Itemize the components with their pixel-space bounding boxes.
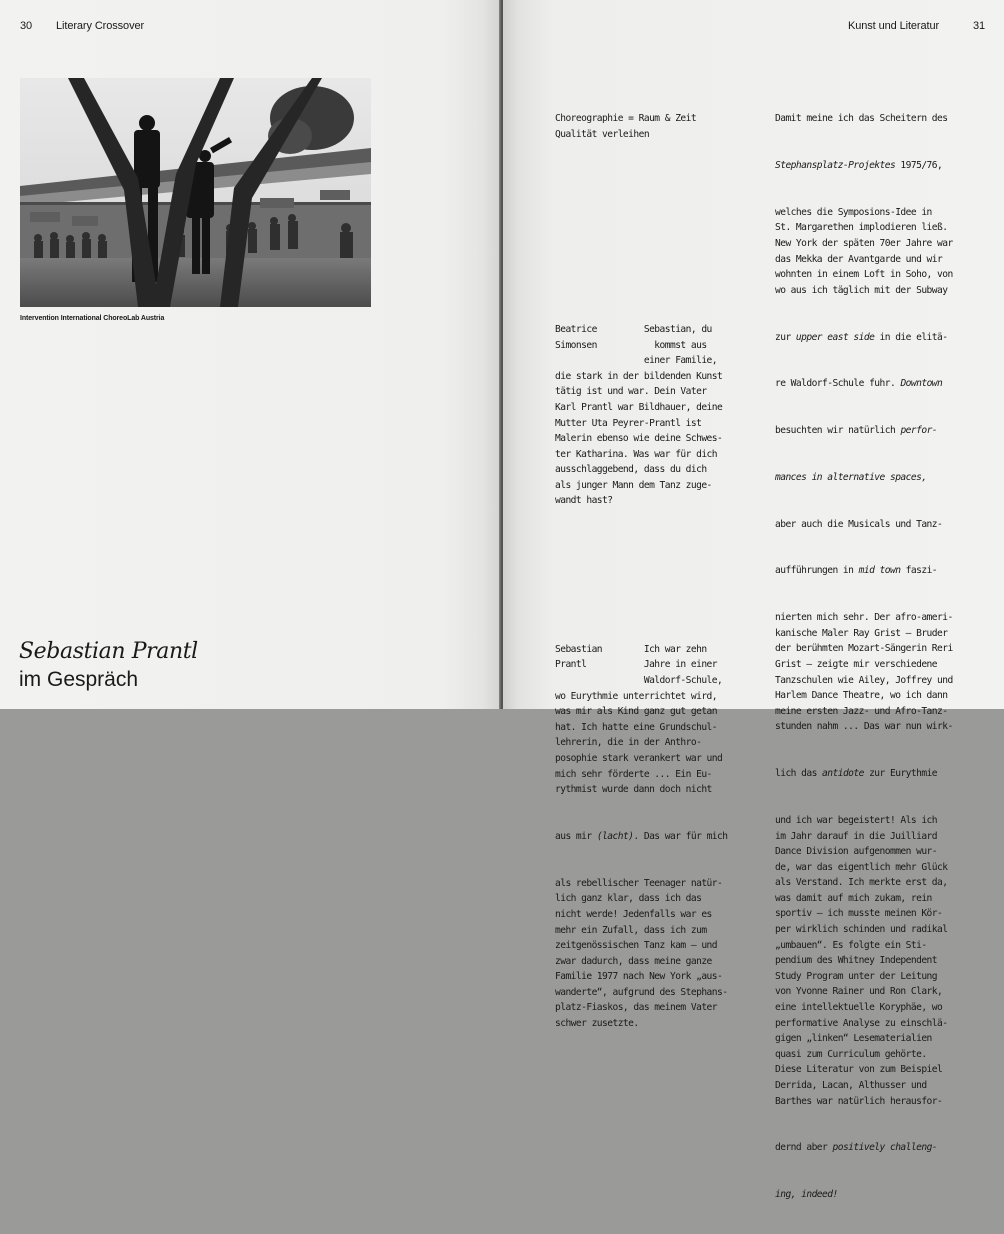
column-right: Damit meine ich das Scheitern des Stephansplatz-Projektes 1975/76, welches die Symposions-Idee in St. Margarethen implodieren ließ. New York der späten 70er Jahre war das Mekka der Avantgarde und wir wohnten in einem Loft in Soho, von wo aus ich täglich mit der Subway zur upper east side in die elitä- re Waldorf-Schule fuhr. Downtown besuchten wir natürlich perfor- mances in alternative spaces, aber auch die Musicals und Tanz- aufführungen in mid town faszi- nierten mich sehr. Der afro-ameri- kanische Maler Ray Grist – Bruder der berühmten Mozart-Sängerin Reri Grist – zeigte mir verschiedene Tanzschulen wie Ailey, Joffrey und Harlem Dance Theatre, wo ich dann meine ersten Jazz- und Afro-Tanz- stunden nahm ... Das war nun wirk- lich das antidote zur Eurythmie und ich war begeistert! Als ich im Jahr darauf in die Juilliard Dance Division aufgenommen wur- de, war das eigentlich mehr Glück als Verstand. Ich merkte erst da, was damit auf mich zukam, rein sportiv – ich musste meinen Kör- per wirklich schinden und radikal „umbauen“. Es folgte ein Sti- pendium des Whitney Independent Study Program unter der Leitung von Yvonne Rainer und Ron Clark, eine intellektuelle Koryphäe, wo performative Analyse zu einschlä- gigen „linken“ Lesematerialien quasi zum Curriculum gehörte. Diese Literatur von zum Beispiel Derrida, Lacan, Althusser und Barthes war natürlich herausfor- dernd aber positively challeng- ing, indeed! bbox=[775, 113, 953, 1201]
answer-sebastian: Sebastian Ich war zehn Prantl Jahre in einer Waldorf-Schule, wo Eurythmie unterrichtet wird, was mir als Kind ganz gut getan hat. Ich hatte eine Grundschul- lehrerin, die in der Anthro- posophie stark verankert war und mich sehr förderte ... Ein Eu- rythmist wurde dann doch nicht aus mir (lacht). Das war für mich als rebellischer Teenager natür- lich ganz klar, dass ich das nicht werde! Jedenfalls war es mehr ein Zufall, dass ich zum zeitgenössischen Tanz kam – und zwar dadurch, dass meine ganze Familie 1977 nach New York „aus- wanderte“, aufgrund des Stephans- platz-Fiaskos, das meinem Vater schwer zusetzte. bbox=[555, 643, 728, 1030]
question-beatrice: Beatrice Sebastian, du Simonsen kommst aus einer Familie, die stark in der bildenden Kunst tätig ist und war. Dein Vater Karl Prantl war Bildhauer, deine Mutter Uta Peyrer-Prantl ist Malerin ebenso wie deine Schwes- ter Katharina. Was war für dich ausschlaggebend, dass du dich als junger Mann dem Tanz zuge- wandt hast? bbox=[555, 323, 723, 507]
interview-heading: Choreographie = Raum & Zeit Qualität verleihen bbox=[555, 113, 697, 140]
running-head-left: Literary Crossover bbox=[56, 20, 145, 32]
page-number-right: 31 bbox=[973, 20, 986, 32]
photo-caption: Intervention International ChoreoLab Austria bbox=[20, 315, 165, 322]
dance-photo bbox=[20, 78, 371, 307]
article-title bbox=[19, 638, 198, 694]
title-name: Sebastian Prantl bbox=[19, 639, 198, 664]
column-left bbox=[555, 80, 770, 1094]
running-head-right: Kunst und Literatur bbox=[848, 20, 940, 32]
title-subtitle: im Gespräch bbox=[19, 668, 139, 691]
page-number-left: 30 bbox=[20, 20, 33, 32]
left-page bbox=[0, 0, 502, 709]
right-page bbox=[503, 0, 1004, 1201]
